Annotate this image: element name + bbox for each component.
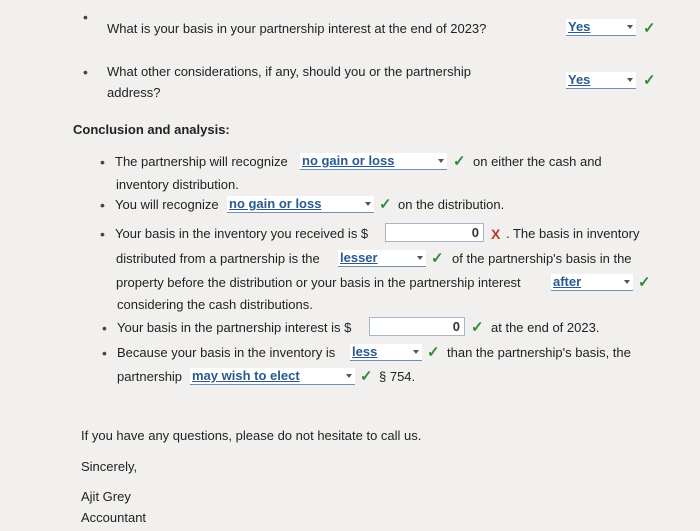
b3-line4: considering the cash distributions. — [117, 297, 313, 312]
b5-select-1[interactable] — [350, 344, 422, 361]
check-icon: ✓ — [643, 20, 656, 37]
b2-post: on the distribution. — [398, 197, 505, 212]
chevron-down-icon — [624, 280, 630, 284]
check-icon: ✓ — [638, 274, 651, 291]
chevron-down-icon — [627, 78, 633, 82]
select-value: lesser — [340, 250, 378, 265]
check-icon: ✓ — [471, 319, 484, 336]
bullet: • — [100, 197, 105, 213]
input-value: 0 — [452, 319, 460, 334]
b3-line3-pre: property before the distribution or your basis in the partnership interest — [116, 275, 521, 290]
closing-sincerely: Sincerely, — [81, 459, 138, 474]
select-value: after — [553, 274, 582, 289]
bullet: • — [83, 9, 88, 25]
check-icon: ✓ — [643, 72, 656, 89]
b3-post: . The basis in inventory — [506, 226, 640, 241]
question-1-select[interactable] — [566, 19, 636, 36]
bullet: • — [100, 154, 105, 170]
check-icon: ✓ — [427, 344, 440, 361]
check-icon: ✓ — [431, 250, 444, 267]
partnership-basis-input[interactable] — [369, 317, 465, 336]
select-value: may wish to elect — [192, 368, 300, 383]
b3-select-2[interactable] — [551, 274, 633, 291]
bullet: • — [83, 64, 88, 80]
select-value: Yes — [568, 19, 591, 34]
chevron-down-icon — [346, 374, 352, 378]
b3-pre: Your basis in the inventory you received is $ — [115, 226, 369, 241]
input-value: 0 — [471, 225, 479, 240]
question-1-text: What is your basis in your partnership interest at the end of 2023? — [107, 21, 487, 36]
bullet: • — [102, 345, 107, 361]
chevron-down-icon — [417, 256, 423, 260]
b1-select[interactable] — [300, 153, 447, 170]
check-icon: ✓ — [379, 196, 392, 213]
b2-pre: You will recognize — [115, 197, 219, 212]
b1-pre: The partnership will recognize — [115, 154, 288, 169]
b4-pre: Your basis in the partnership interest is $ — [117, 320, 352, 335]
b5-pre: Because your basis in the inventory is — [117, 345, 336, 360]
chevron-down-icon — [365, 202, 371, 206]
question-2-select[interactable] — [566, 72, 636, 89]
check-icon: ✓ — [360, 368, 373, 385]
b4-post: at the end of 2023. — [491, 320, 600, 335]
select-value: Yes — [568, 72, 591, 87]
b1-line2: inventory distribution. — [116, 177, 239, 192]
b5-line2-post: § 754. — [379, 369, 416, 384]
check-icon: ✓ — [453, 153, 466, 170]
b1-post: on either the cash and — [473, 154, 602, 169]
chevron-down-icon — [627, 25, 633, 29]
b5-post: than the partnership's basis, the — [447, 345, 631, 360]
b2-select[interactable] — [227, 196, 374, 213]
select-value: no gain or loss — [302, 153, 395, 168]
conclusion-heading: Conclusion and analysis: — [73, 122, 230, 137]
b5-line2-pre: partnership — [117, 369, 183, 384]
signature-title: Accountant — [81, 510, 147, 525]
select-value: less — [352, 344, 378, 359]
chevron-down-icon — [438, 159, 444, 163]
chevron-down-icon — [413, 350, 419, 354]
b5-select-2[interactable] — [190, 368, 355, 385]
signature-name: Ajit Grey — [81, 489, 131, 504]
select-value: no gain or loss — [229, 196, 322, 211]
question-2-text-line2: address? — [107, 85, 161, 100]
b3-line2-pre: distributed from a partnership is the — [116, 251, 320, 266]
closing-questions: If you have any questions, please do not hesitate to call us. — [81, 428, 422, 443]
x-icon: X — [491, 226, 501, 242]
b3-select-1[interactable] — [338, 250, 426, 267]
inventory-basis-input[interactable] — [385, 223, 484, 242]
bullet: • — [102, 320, 107, 336]
bullet: • — [100, 226, 105, 242]
question-2-text-line1: What other considerations, if any, should you or the partnership — [107, 64, 471, 79]
b3-line2-post: of the partnership's basis in the — [452, 251, 632, 266]
